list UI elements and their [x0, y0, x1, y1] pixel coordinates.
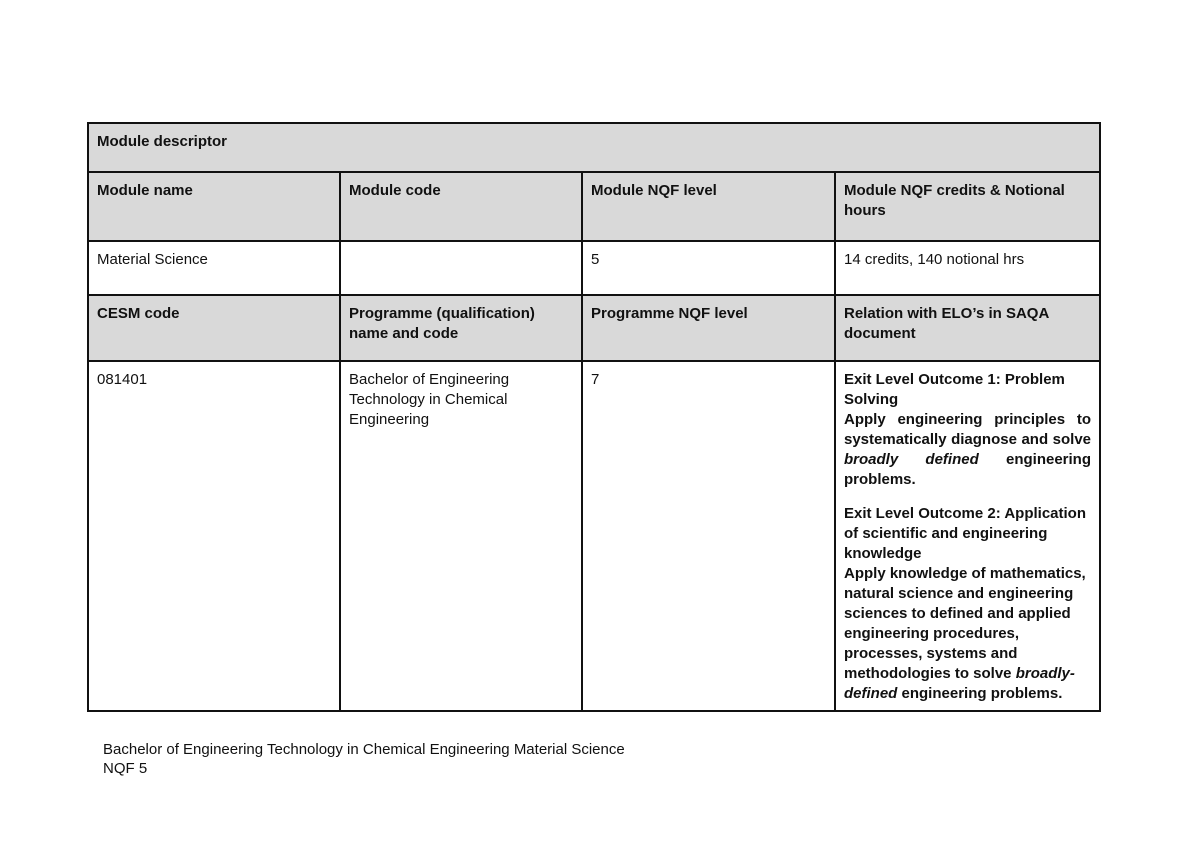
value-programme-nqf-level: 7 — [582, 361, 835, 711]
value-cesm-code: 081401 — [88, 361, 340, 711]
header-programme-nqf-level: Programme NQF level — [582, 295, 835, 361]
header-programme-name: Programme (qualification) name and code — [340, 295, 582, 361]
page-footer: Bachelor of Engineering Technology in Chemical Engineering Material Science NQF 5 — [103, 741, 625, 777]
elo-outcome1-body: Apply engineering principles to systematically diagnose and solve broadly defined engineering problems. — [844, 411, 1092, 488]
elo-outcome1-title: Exit Level Outcome 1: Problem Solving — [844, 371, 1065, 408]
table-title: Module descriptor — [88, 123, 1100, 172]
header-module-nqf-level: Module NQF level — [582, 172, 835, 241]
value-module-credits: 14 credits, 140 notional hrs — [835, 241, 1100, 295]
elo-outcome2-body: Apply knowledge of mathematics, natural science and engineering sciences to defined and applied engineering procedures, processes, systems and methodologies to solve broadly-defined engineering problems. — [844, 565, 1086, 702]
header-cesm-code: CESM code — [88, 295, 340, 361]
header-module-name: Module name — [88, 172, 340, 241]
header-module-code: Module code — [340, 172, 582, 241]
value-module-code — [340, 241, 582, 295]
value-programme-name: Bachelor of Engineering Technology in Chemical Engineering — [340, 361, 582, 711]
elo-cell — [835, 361, 1100, 711]
value-module-nqf-level: 5 — [582, 241, 835, 295]
header-elo-relation: Relation with ELO’s in SAQA document — [835, 295, 1100, 361]
elo-outcome2-title: Exit Level Outcome 2: Application of scientific and engineering knowledge — [844, 505, 1086, 562]
header-module-credits: Module NQF credits & Notional hours — [835, 172, 1100, 241]
value-module-name: Material Science — [88, 241, 340, 295]
module-descriptor-table — [87, 122, 1101, 712]
